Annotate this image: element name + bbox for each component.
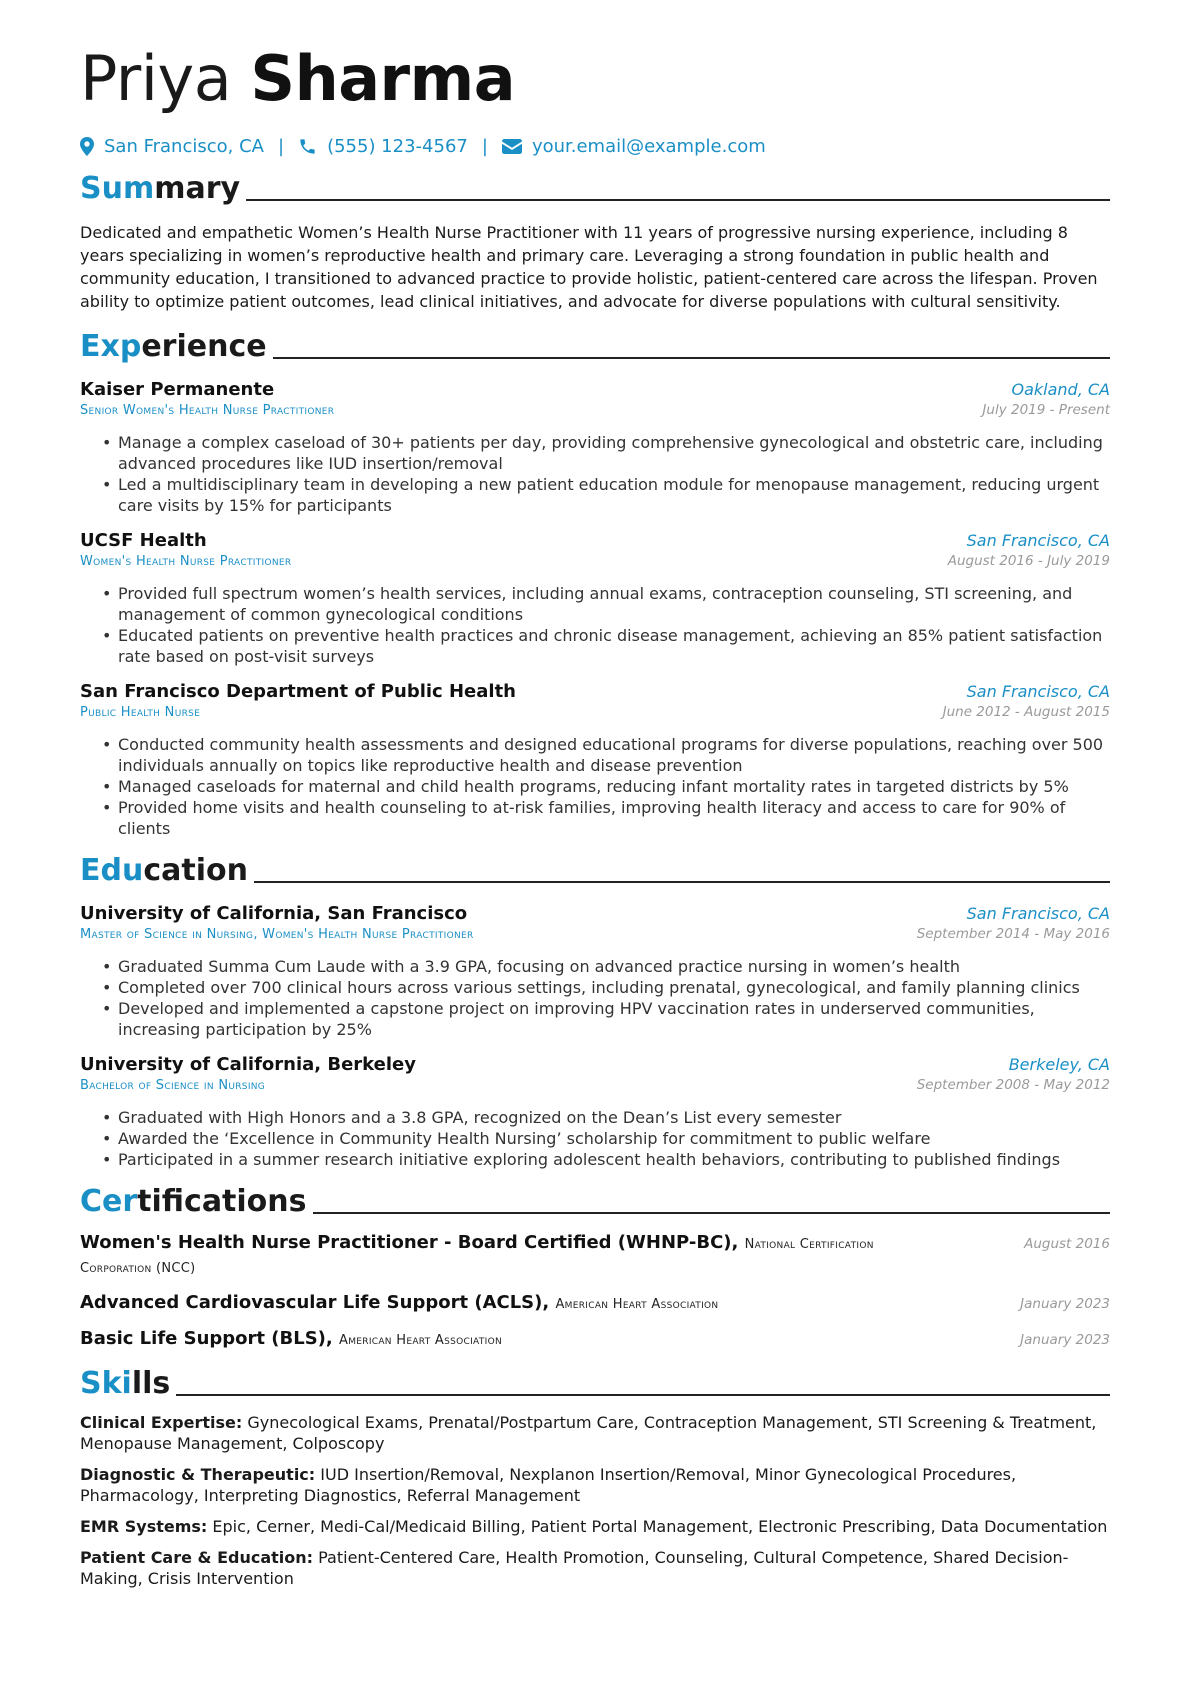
job-dates: July 2019 - Present	[982, 402, 1110, 418]
employer-name: UCSF Health	[80, 530, 207, 551]
heading-rest: tifications	[137, 1184, 307, 1219]
heading-accent: Ski	[80, 1366, 132, 1401]
job-location: San Francisco, CA	[966, 682, 1110, 701]
skill-list: Epic, Cerner, Medi-Cal/Medicaid Billing, Patient Portal Management, Electronic Prescribing, Data Documentation	[212, 1517, 1108, 1536]
bullet-item: • Graduated with High Honors and a 3.8 GPA, recognized on the Dean’s List every semester	[102, 1107, 1110, 1128]
heading-accent: Edu	[80, 853, 144, 888]
bullet-item: • Graduated Summa Cum Laude with a 3.9 GPA, focusing on advanced practice nursing in women’s health	[102, 956, 1110, 977]
bullet-item: • Educated patients on preventive health practices and chronic disease management, achieving an 85% patient satisfaction rate based on post-visit surveys	[102, 625, 1110, 667]
certifications-heading	[80, 1184, 1110, 1220]
job-title: Public Health Nurse	[80, 705, 201, 720]
skill-label: Clinical Expertise:	[80, 1413, 243, 1432]
bullet-item: • Developed and implemented a capstone project on improving HPV vaccination rates in underserved communities, increasing participation by 25%	[102, 998, 1110, 1040]
experience-entry	[80, 530, 1110, 667]
cert-date: January 2023	[1020, 1332, 1110, 1348]
bullet-list	[80, 956, 1110, 1040]
job-location: Oakland, CA	[1011, 380, 1110, 399]
cert-name: Advanced Cardiovascular Life Support (ACLS)	[80, 1292, 543, 1313]
location-text: San Francisco, CA	[104, 136, 264, 157]
phone-icon	[298, 137, 317, 156]
bullet-item: • Completed over 700 clinical hours across various settings, including prenatal, gynecological, and family planning clinics	[102, 977, 1110, 998]
contact-location	[80, 136, 264, 157]
job-title: Women's Health Nurse Practitioner	[80, 554, 292, 569]
heading-rest: cation	[143, 853, 248, 888]
job-dates: June 2012 - August 2015	[942, 704, 1110, 720]
last-name: Sharma	[250, 42, 516, 115]
education-heading	[80, 853, 1110, 889]
bullet-item: • Led a multidisciplinary team in developing a new patient education module for menopause management, reducing urgent care visits by 15% for participants	[102, 474, 1110, 516]
experience-entry	[80, 379, 1110, 516]
contact-separator: |	[277, 136, 285, 157]
employer-name: Kaiser Permanente	[80, 379, 275, 400]
heading-rule	[273, 357, 1110, 359]
map-pin-icon	[80, 137, 94, 156]
bullet-item: • Awarded the ‘Excellence in Community Health Nursing’ scholarship for commitment to public welfare	[102, 1128, 1110, 1149]
heading-rest: erience	[141, 329, 267, 364]
cert-name: Women's Health Nurse Practitioner - Board Certified (WHNP-BC)	[80, 1232, 732, 1253]
skill-list: IUD Insertion/Removal, Nexplanon Insertion/Removal, Minor Gynecological Procedures, Pharmacology, Interpreting Diagnostics, Referral Management	[80, 1465, 1017, 1505]
contact-bar	[80, 136, 1110, 157]
bullet-list	[80, 1107, 1110, 1170]
heading-rule	[176, 1394, 1110, 1396]
school-location: San Francisco, CA	[966, 904, 1110, 923]
heading-rest: mary	[154, 171, 241, 206]
contact-separator: |	[481, 136, 488, 157]
skills-heading	[80, 1366, 1110, 1402]
employer-name: San Francisco Department of Public Health	[80, 681, 516, 702]
first-name: Priya	[80, 42, 232, 115]
bullet-item: • Provided full spectrum women’s health services, including annual exams, contraception counseling, STI screening, and management of common gynecological conditions	[102, 583, 1110, 625]
skill-group	[80, 1547, 1110, 1589]
phone-text: (555) 123-4567	[327, 136, 468, 157]
certification-item: Women's Health Nurse Practitioner - Board Certified (WHNP-BC), National Certification Corporation (NCC) August 2016	[80, 1232, 1110, 1276]
school-name: University of California, Berkeley	[80, 1054, 416, 1075]
heading-rule	[254, 881, 1110, 883]
contact-email[interactable]	[502, 136, 766, 157]
skill-list: Patient-Centered Care, Health Promotion, Counseling, Cultural Competence, Shared Decision-Making, Crisis Intervention	[80, 1548, 1069, 1588]
cert-issuer: American Heart Association	[555, 1297, 719, 1312]
certification-item: Basic Life Support (BLS), American Heart Association January 2023	[80, 1328, 1110, 1349]
heading-rule	[246, 199, 1110, 201]
heading-accent: Exp	[80, 329, 142, 364]
job-title: Senior Women's Health Nurse Practitioner	[80, 403, 335, 418]
bullet-item: • Conducted community health assessments and designed educational programs for diverse populations, reaching over 500 individuals annually on topics like reproductive health and disease prevention	[102, 734, 1110, 776]
bullet-list	[80, 432, 1110, 516]
email-link[interactable]: your.email@example.com	[531, 136, 766, 157]
bullet-item: • Provided home visits and health counseling to at-risk families, improving health literacy and access to care for 90% of clients	[102, 797, 1110, 839]
degree-title: Master of Science in Nursing, Women's Health Nurse Practitioner	[80, 927, 474, 942]
skill-label: Diagnostic & Therapeutic:	[80, 1465, 316, 1484]
cert-date: August 2016	[1024, 1236, 1110, 1252]
heading-accent: Sum	[80, 171, 155, 206]
school-dates: September 2014 - May 2016	[916, 926, 1110, 942]
heading-accent: Cer	[80, 1184, 138, 1219]
job-location: San Francisco, CA	[966, 531, 1110, 550]
skill-label: Patient Care & Education:	[80, 1548, 314, 1567]
envelope-icon	[502, 139, 522, 154]
contact-phone[interactable]	[298, 136, 468, 157]
education-entry	[80, 1054, 1110, 1170]
bullet-item: • Participated in a summer research initiative exploring adolescent health behaviors, contributing to published findings	[102, 1149, 1110, 1170]
experience-heading	[80, 329, 1110, 365]
cert-issuer: American Heart Association	[339, 1333, 502, 1348]
job-dates: August 2016 - July 2019	[947, 553, 1110, 569]
experience-entry	[80, 681, 1110, 839]
school-dates: September 2008 - May 2012	[916, 1077, 1110, 1093]
skill-group	[80, 1464, 1110, 1506]
cert-issuer: National Certification Corporation (NCC)	[80, 1237, 874, 1276]
school-location: Berkeley, CA	[1008, 1055, 1110, 1074]
bullet-list	[80, 583, 1110, 667]
skill-list: Gynecological Exams, Prenatal/Postpartum Care, Contraception Management, STI Screening & Treatment, Menopause Management, Colposcopy	[80, 1413, 1097, 1453]
bullet-item: • Manage a complex caseload of 30+ patients per day, providing comprehensive gynecological and obstetric care, including advanced procedures like IUD insertion/removal	[102, 432, 1110, 474]
education-entry	[80, 903, 1110, 1040]
skill-group	[80, 1412, 1110, 1454]
degree-title: Bachelor of Science in Nursing	[80, 1078, 266, 1093]
cert-name: Basic Life Support (BLS)	[80, 1328, 326, 1349]
bullet-list	[80, 734, 1110, 839]
heading-rest: lls	[131, 1366, 171, 1401]
skill-label: EMR Systems:	[80, 1517, 208, 1536]
summary-text: Dedicated and empathetic Women’s Health Nurse Practitioner with 11 years of progressive nursing experience, including 8 years specializing in women’s reproductive health and primary care. Leveraging a strong foundation in public health and community education, I transitioned to advanced practice to provide holistic, patient-centered care across the lifespan. Proven ability to optimize patient outcomes, lead clinical initiatives, and advocate for diverse populations with cultural sensitivity.	[80, 223, 1098, 311]
cert-date: January 2023	[1020, 1296, 1110, 1312]
certification-item: Advanced Cardiovascular Life Support (ACLS), American Heart Association January 2023	[80, 1292, 1110, 1313]
skill-group	[80, 1516, 1110, 1537]
summary-heading	[80, 171, 1110, 207]
candidate-name	[80, 42, 1110, 116]
school-name: University of California, San Francisco	[80, 903, 468, 924]
bullet-item: • Managed caseloads for maternal and child health programs, reducing infant mortality rates in targeted districts by 5%	[102, 776, 1110, 797]
heading-rule	[313, 1212, 1110, 1214]
